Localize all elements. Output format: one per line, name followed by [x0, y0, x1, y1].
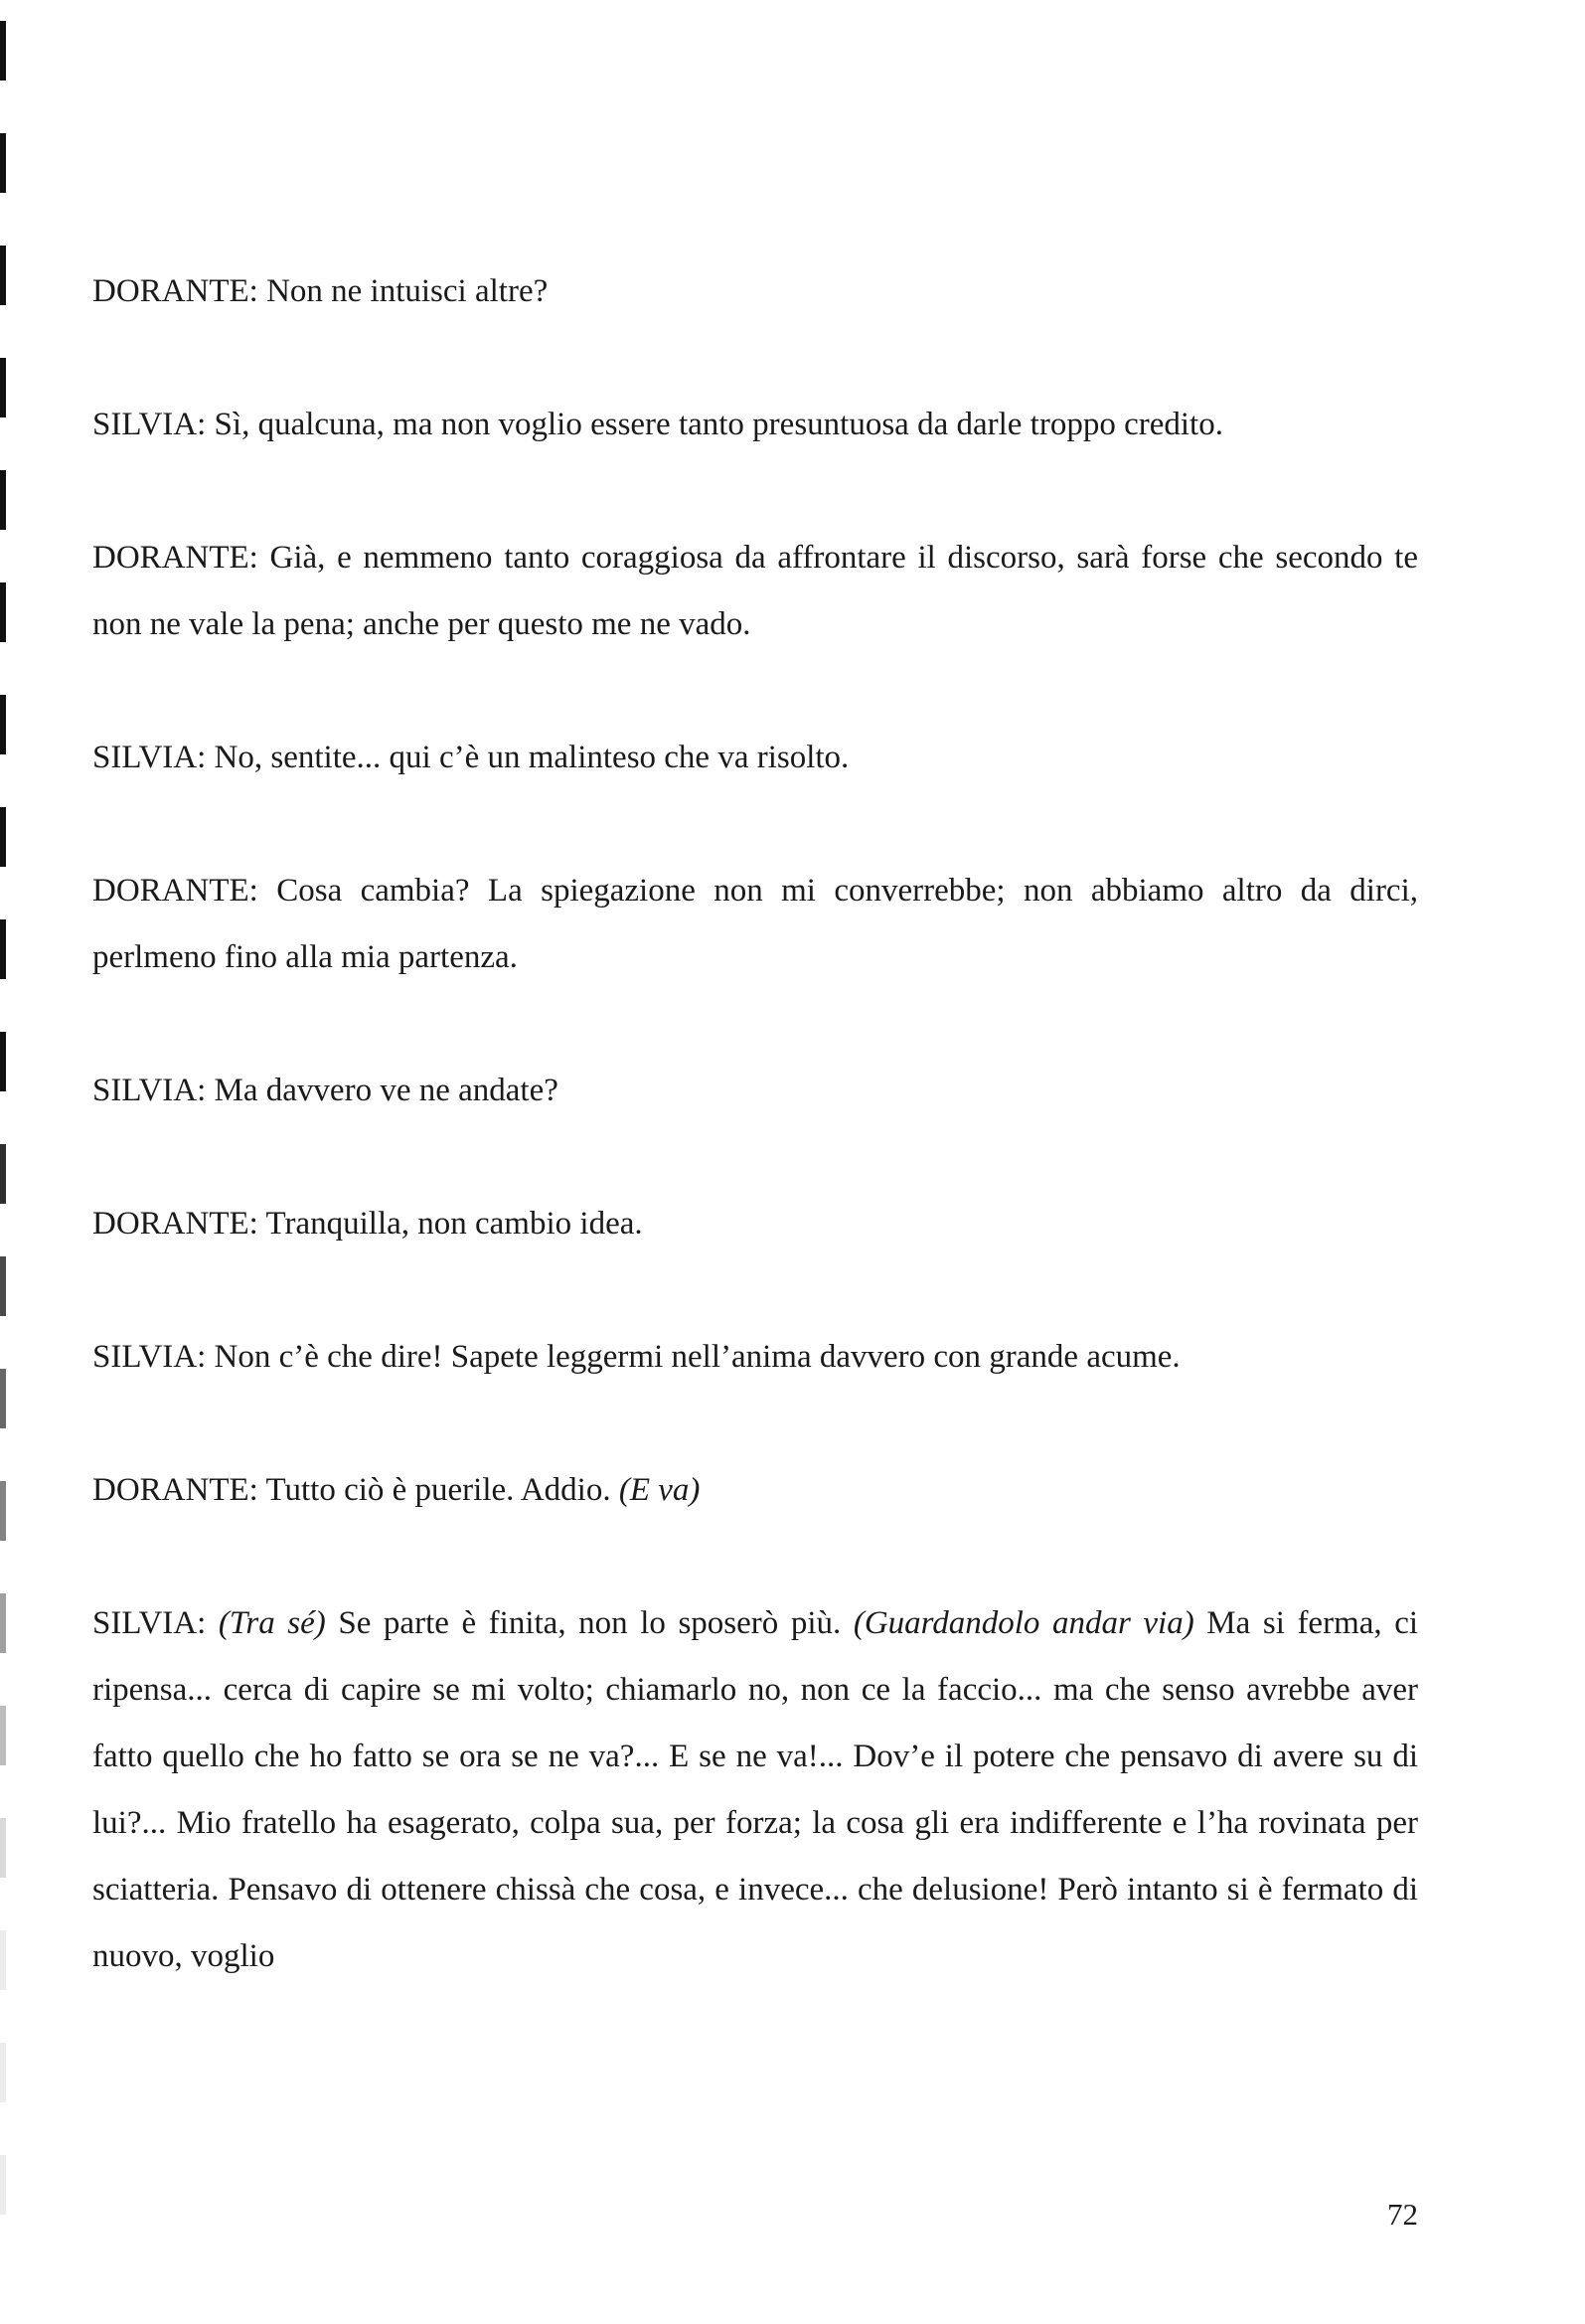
speaker-name: SILVIA: [92, 1605, 207, 1641]
speaker-name: DORANTE: [92, 873, 258, 909]
dialogue-line: Sì, qualcuna, ma non voglio essere tanto presuntuosa da darle troppo credito. [206, 407, 1223, 442]
dialogue-line: Non c’è che dire! Sapete leggermi nell’anima davvero con grande acume. [206, 1339, 1181, 1375]
scan-edge-mark [0, 1144, 6, 1204]
dialogue-paragraph [92, 1191, 1418, 1257]
scan-edge-mark [0, 695, 6, 754]
dialogue-paragraph [92, 725, 1418, 791]
scan-edge-mark [0, 2155, 6, 2215]
scan-edge-mark [0, 246, 6, 305]
speaker-name: DORANTE: [92, 1472, 258, 1508]
scan-edge-mark [0, 470, 6, 530]
dialogue-paragraph [92, 1324, 1418, 1391]
dialogue-paragraph [92, 1058, 1418, 1124]
stage-direction: (Tra sé) [218, 1605, 326, 1641]
dialogue-line: Cosa cambia? La spiegazione non mi converrebbe; non abbiamo altro da dirci, perlmeno fino alla mia partenza. [92, 873, 1418, 975]
scan-edge-mark [0, 21, 6, 81]
stage-direction: (Guardandolo andar via) [853, 1605, 1194, 1641]
dialogue-line: Non ne intuisci altre? [257, 273, 549, 309]
scan-edge-mark [0, 1032, 6, 1091]
scan-edge-mark [0, 1369, 6, 1428]
speaker-name: SILVIA: [92, 1073, 207, 1108]
dialogue-line: Tranquilla, non cambio idea. [257, 1206, 643, 1242]
dialogue-line: Tutto ciò è puerile. Addio. [257, 1472, 619, 1508]
scan-edge-mark [0, 1706, 6, 1765]
speaker-name: SILVIA: [92, 407, 207, 442]
scan-edge-mark [0, 1593, 6, 1653]
dialogue-line: No, sentite... qui c’è un malinteso che va risolto. [206, 740, 850, 775]
dialogue-paragraph [92, 258, 1418, 325]
dialogue-paragraph [92, 525, 1418, 658]
dialogue-line: Se parte è finita, non lo sposerò più. [325, 1605, 854, 1641]
speaker-name: DORANTE: [92, 540, 258, 576]
scan-edge-mark [0, 582, 6, 642]
scan-edge-mark [0, 133, 6, 193]
speaker-name: SILVIA: [92, 740, 207, 775]
dialogue-text [92, 258, 1418, 2057]
dialogue-paragraph [92, 858, 1418, 991]
speaker-name: DORANTE: [92, 1206, 258, 1242]
speaker-name: DORANTE: [92, 273, 258, 309]
page-number: 72 [1387, 2197, 1418, 2232]
dialogue-paragraph [92, 392, 1418, 458]
dialogue-line: Ma davvero ve ne andate? [206, 1073, 558, 1108]
speaker-name: SILVIA: [92, 1339, 207, 1375]
dialogue-paragraph [92, 1457, 1418, 1524]
scan-edge-mark [0, 1481, 6, 1541]
stage-direction: (E va) [618, 1472, 701, 1508]
scan-edge-mark [0, 807, 6, 867]
scan-edge-mark [0, 1818, 6, 1878]
dialogue-paragraph [92, 1590, 1418, 1990]
dialogue-line: Ma si ferma, ci ripensa... cerca di capire se mi volto; chiamarlo no, non ce la faccio... ma che senso avrebbe aver fatto quello che ho fatto se ora se ne va?... E se ne va!... Dov’e il potere che pensavo di avere su di lui?... Mio fratello ha esagerato, colpa sua, per forza; la cosa gli era indifferente e l’ha rovinata per sciatteria. Pensavo di ottenere chissà che cosa, e invece... che delusione! Però intanto si è fermato di nuovo, voglio [92, 1605, 1419, 1974]
scan-edge-mark [0, 1930, 6, 1990]
dialogue-line [206, 1605, 219, 1641]
scan-edge-mark [0, 919, 6, 979]
scan-edge-mark [0, 2043, 6, 2102]
scan-edge-mark [0, 1256, 6, 1316]
scan-edge-mark [0, 358, 6, 417]
dialogue-line: Già, e nemmeno tanto coraggiosa da affrontare il discorso, sarà forse che secondo te non ne vale la pena; anche per questo me ne vado. [92, 540, 1418, 642]
